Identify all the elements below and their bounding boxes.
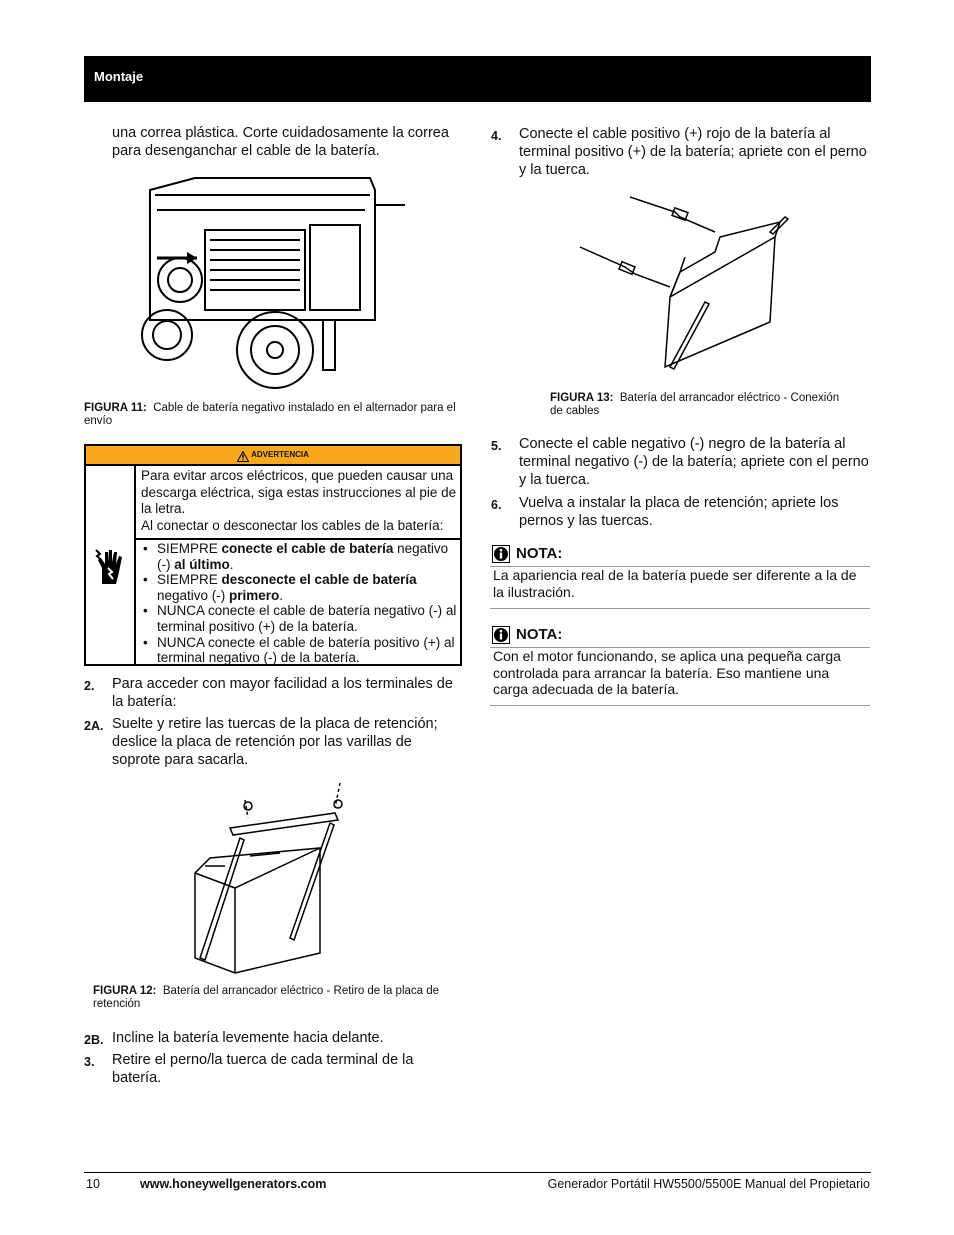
- warning-icon-cell: [86, 466, 136, 664]
- step-5-text: Conecte el cable negativo (-) negro de la batería al terminal negativo (-) de la batería; apriete con el perno y la tuerca.: [519, 436, 869, 488]
- figure-12-text: Batería del arrancador eléctrico - Retiro de la placa de retención: [93, 985, 440, 1010]
- battery-retainer-illustration: [190, 778, 360, 978]
- step-2a-number: 2A.: [84, 719, 104, 733]
- step-3-number: 3.: [84, 1055, 95, 1069]
- info-icon: [492, 626, 510, 644]
- step-2-number: 2.: [84, 679, 95, 693]
- section-title: Montaje: [94, 69, 144, 84]
- warning-divider: [136, 538, 462, 540]
- warning-triangle-icon: [237, 451, 249, 462]
- page-number: 10: [86, 1177, 100, 1191]
- warning-header: [86, 446, 460, 466]
- warning-item-2: • SIEMPRE desconecte el cable de batería negativo (-) primero.: [141, 572, 459, 603]
- figure-13-caption: [550, 392, 850, 418]
- warning-title: ADVERTENCIA: [251, 450, 309, 459]
- electric-shock-hand-icon: [94, 546, 126, 586]
- battery-cable-connection-illustration: [575, 192, 800, 377]
- footer-manual-title: Generador Portátil HW5500/5500E Manual del Propietario: [547, 1177, 870, 1191]
- step-6-number: 6.: [491, 498, 502, 512]
- generator-illustration: [135, 170, 415, 395]
- warning-item-3: • NUNCA conecte el cable de batería negativo (-) al terminal positivo (+) de la batería.: [141, 603, 459, 634]
- figure-13-text: Batería del arrancador eléctrico - Conexión de cables: [550, 392, 840, 417]
- figure-12-caption: [93, 985, 463, 1011]
- step-4-text: Conecte el cable positivo (+) rojo de la batería al terminal positivo (+) de la batería; apriete con el perno y la tuerca.: [519, 126, 867, 178]
- step-3-text: Retire el perno/la tuerca de cada terminal de la batería.: [112, 1052, 414, 1086]
- nota-1-text: La apariencia real de la batería puede ser diferente a la de la ilustración.: [493, 567, 857, 600]
- footer-rule: [84, 1172, 871, 1173]
- section-header-bar: [84, 56, 871, 102]
- figure-11-caption: [84, 402, 464, 428]
- nota-1-title: NOTA:: [516, 545, 563, 562]
- figure-11-label: FIGURA 11:: [84, 402, 147, 414]
- footer-url[interactable]: www.honeywellgenerators.com: [140, 1177, 327, 1191]
- step-2b-number: 2B.: [84, 1033, 104, 1047]
- step-4-number: 4.: [491, 129, 502, 143]
- intro-text: una correa plástica. Corte cuidadosamente la correa para desenganchar el cable de la batería.: [112, 125, 449, 159]
- warning-item-1: • SIEMPRE conecte el cable de batería negativo (-) al último.: [141, 541, 459, 572]
- info-icon: [492, 545, 510, 563]
- figure-11-text: Cable de batería negativo instalado en el alternador para el envío: [84, 402, 456, 427]
- nota-2-bottom-rule: [490, 705, 870, 706]
- warning-list: [141, 541, 459, 666]
- step-5-number: 5.: [491, 439, 502, 453]
- nota-2-text: Con el motor funcionando, se aplica una pequeña carga controlada para arrancar la batería. Eso mantiene una carga adecuada de la batería.: [493, 648, 841, 697]
- nota-2-title: NOTA:: [516, 626, 563, 643]
- nota-1-bottom-rule: [490, 608, 870, 609]
- step-2a-text: Suelte y retire las tuercas de la placa de retención; deslice la placa de retención por las varillas de soprote para sacarla.: [112, 716, 438, 768]
- step-2-text: Para acceder con mayor facilidad a los terminales de la batería:: [112, 676, 453, 710]
- figure-12-label: FIGURA 12:: [93, 985, 157, 997]
- warning-text-2: Al conectar o desconectar los cables de la batería:: [141, 517, 444, 533]
- step-2b-text: Incline la batería levemente hacia delante.: [112, 1030, 384, 1046]
- step-6-text: Vuelva a instalar la placa de retención; apriete los pernos y las tuercas.: [519, 495, 839, 529]
- warning-item-4: • NUNCA conecte el cable de batería positivo (+) al terminal negativo (-) de la batería.: [141, 635, 459, 666]
- warning-intro: [141, 468, 459, 534]
- figure-13-label: FIGURA 13:: [550, 392, 614, 404]
- warning-box: [84, 444, 462, 666]
- warning-text-1: Para evitar arcos eléctricos, que pueden causar una descarga eléctrica, siga estas instrucciones al pie de la letra.: [141, 468, 457, 516]
